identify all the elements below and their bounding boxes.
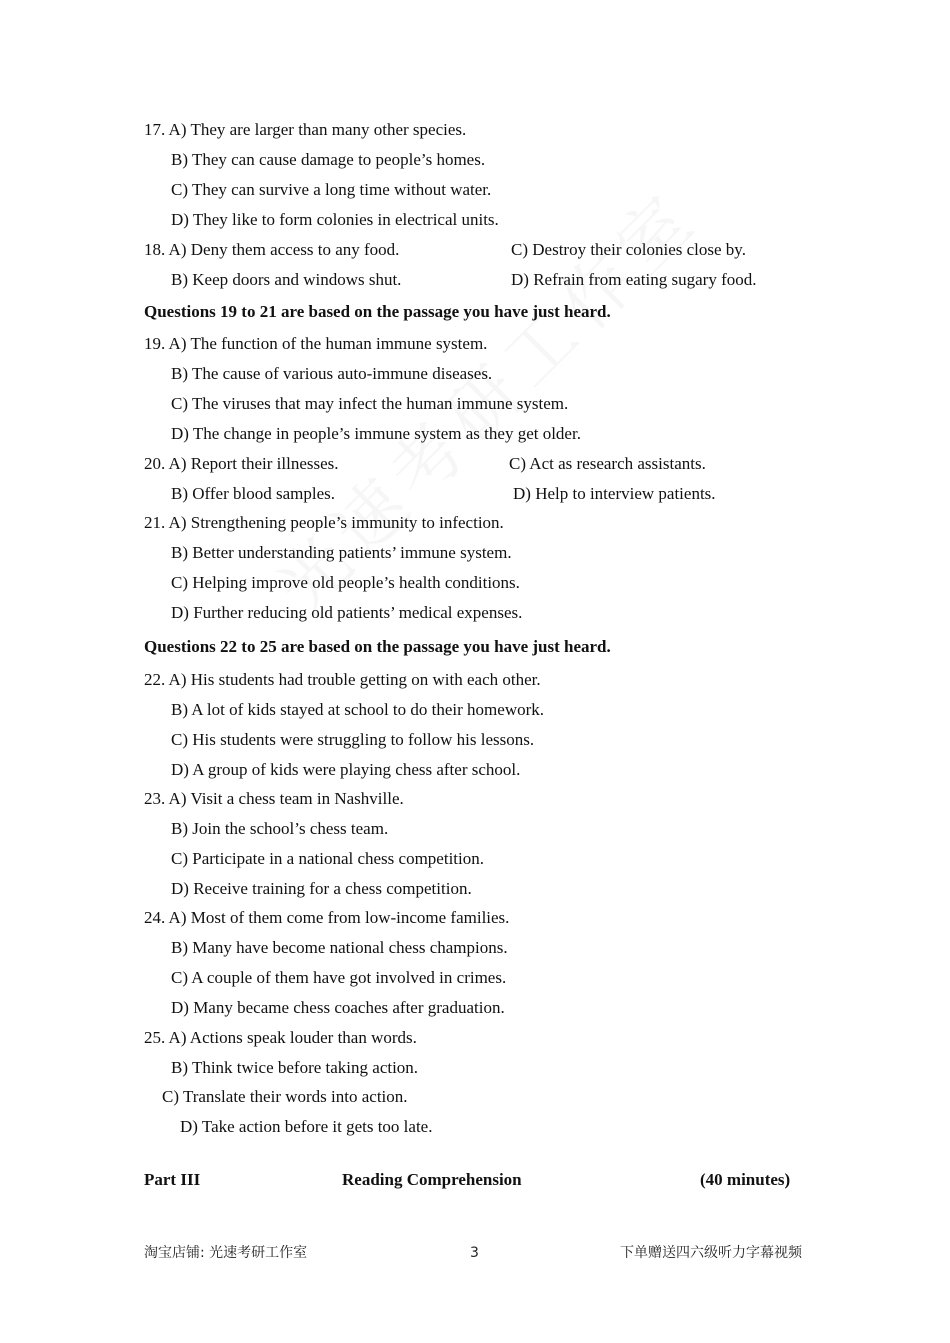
q18-option-d: D) Refrain from eating sugary food.	[511, 270, 757, 289]
q25-option-a: 25. A) Actions speak louder than words.	[144, 1028, 417, 1047]
q23-option-d: D) Receive training for a chess competition.	[171, 879, 472, 898]
q17-option-c: C) They can survive a long time without water.	[171, 180, 492, 199]
q21-option-a: 21. A) Strengthening people’s immunity to infection.	[144, 513, 504, 532]
q20-option-a: 20. A) Report their illnesses.	[144, 454, 339, 473]
footer-left: 淘宝店铺: 光速考研工作室	[144, 1245, 308, 1261]
q25-option-c: C) Translate their words into action.	[162, 1087, 408, 1106]
q18-option-c: C) Destroy their colonies close by.	[511, 240, 746, 259]
footer-right: 下单赠送四六级听力字幕视频	[620, 1245, 802, 1261]
q21-option-b: B) Better understanding patients’ immune system.	[171, 543, 512, 562]
q21-option-d: D) Further reducing old patients’ medical expenses.	[171, 603, 523, 622]
q20-option-c: C) Act as research assistants.	[509, 454, 706, 473]
q17-option-a: 17. A) They are larger than many other species.	[144, 120, 467, 139]
section-heading-22-25: Questions 22 to 25 are based on the passage you have just heard.	[144, 637, 611, 656]
q23-option-c: C) Participate in a national chess competition.	[171, 849, 484, 868]
part-label: Part III	[144, 1170, 201, 1189]
part-time: (40 minutes)	[700, 1170, 791, 1189]
q24-option-b: B) Many have become national chess champions.	[171, 938, 508, 957]
q23-option-a: 23. A) Visit a chess team in Nashville.	[144, 789, 404, 808]
q17-option-b: B) They can cause damage to people’s homes.	[171, 150, 486, 169]
q24-option-d: D) Many became chess coaches after graduation.	[171, 998, 505, 1017]
q21-option-c: C) Helping improve old people’s health conditions.	[171, 573, 520, 592]
q22-option-b: B) A lot of kids stayed at school to do their homework.	[171, 700, 545, 719]
q23-option-b: B) Join the school’s chess team.	[171, 819, 389, 838]
q19-option-c: C) The viruses that may infect the human immune system.	[171, 394, 569, 413]
q19-option-b: B) The cause of various auto-immune diseases.	[171, 364, 493, 383]
q24-option-c: C) A couple of them have got involved in crimes.	[171, 968, 507, 987]
q22-option-c: C) His students were struggling to follow his lessons.	[171, 730, 535, 749]
q22-option-a: 22. A) His students had trouble getting on with each other.	[144, 670, 541, 689]
q20-option-d: D) Help to interview patients.	[513, 484, 716, 503]
q17-option-d: D) They like to form colonies in electrical units.	[171, 210, 499, 229]
q25-option-b: B) Think twice before taking action.	[171, 1058, 419, 1077]
q22-option-d: D) A group of kids were playing chess after school.	[171, 760, 521, 779]
part-title: Reading Comprehension	[342, 1170, 522, 1189]
page-number: 3	[470, 1245, 479, 1261]
q25-option-d: D) Take action before it gets too late.	[180, 1117, 433, 1136]
q19-option-d: D) The change in people’s immune system as they get older.	[171, 424, 581, 443]
q24-option-a: 24. A) Most of them come from low-income families.	[144, 908, 510, 927]
section-heading-19-21: Questions 19 to 21 are based on the passage you have just heard.	[144, 302, 611, 321]
q18-option-a: 18. A) Deny them access to any food.	[144, 240, 400, 259]
q19-option-a: 19. A) The function of the human immune system.	[144, 334, 488, 353]
q20-option-b: B) Offer blood samples.	[171, 484, 335, 503]
q18-option-b: B) Keep doors and windows shut.	[171, 270, 402, 289]
